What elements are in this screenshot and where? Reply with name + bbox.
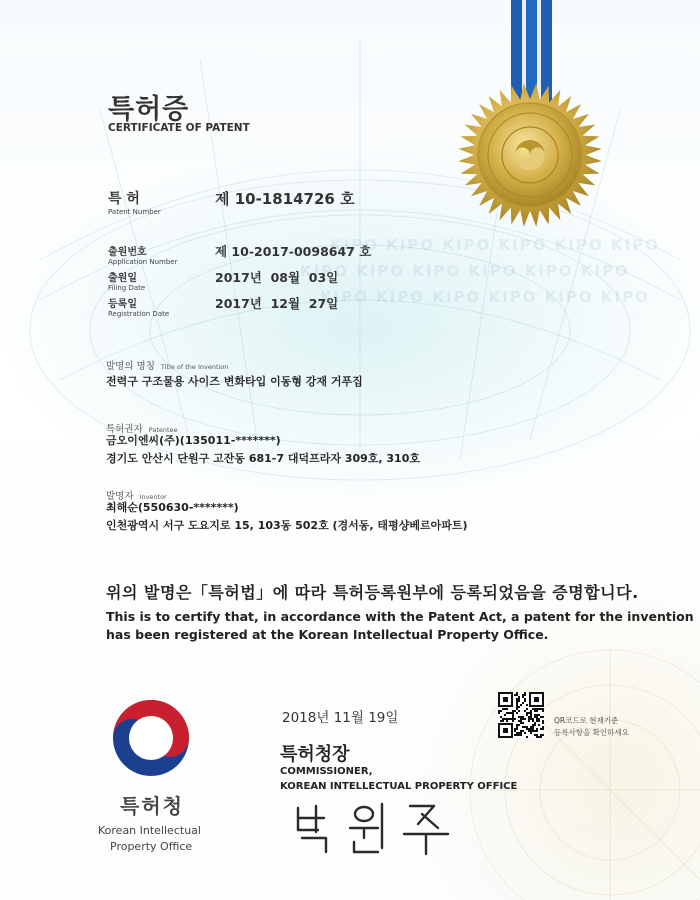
- application-number-label: [108, 243, 177, 266]
- filing-date-label-en: Filing Date: [108, 284, 146, 292]
- qr-note-line2: 등록사항을 확인하세요: [554, 728, 629, 737]
- certificate-title-ko: 특허증: [108, 94, 190, 125]
- registration-date-label: [108, 295, 169, 318]
- svg-text:KIPO KIPO KIPO KIPO KIPO KIPO: KIPO KIPO KIPO KIPO KIPO KIPO: [320, 288, 650, 306]
- patentee-address: 경기도 안산시 단원구 고잔동 681-7 대덕프라자 309호, 310호: [106, 452, 420, 465]
- inventor-label-en: Inventor: [139, 493, 167, 501]
- patent-number-label-ko: 특 허: [108, 191, 140, 207]
- qr-note-line1: QR코드로 현재기준: [554, 716, 619, 725]
- qr-code-icon: [498, 692, 544, 738]
- certification-text-en-line2: has been registered at the Korean Intellectual Property Office.: [106, 627, 549, 642]
- certification-text-ko: 위의 발명은「특허법」에 따라 특허등록원부에 등록되었음을 증명합니다.: [106, 583, 639, 602]
- certificate-title-en: CERTIFICATE OF PATENT: [108, 122, 250, 134]
- application-number-value: 제 10-2017-0098647 호: [215, 244, 372, 259]
- inventor-address: 인천광역시 서구 도요지로 15, 103동 502호 (경서동, 태평샹베르아파트): [106, 519, 468, 532]
- patent-number-value: 제 10-1814726 호: [215, 190, 355, 208]
- invention-label-en: Title of the Invention: [160, 363, 229, 371]
- commissioner-title-en-line2: KOREAN INTELLECTUAL PROPERTY OFFICE: [280, 781, 518, 792]
- office-name-en-line1: Korean Intellectual: [98, 824, 201, 837]
- patentee-name: 금오이엔씨(주)(135011-*******): [106, 434, 281, 447]
- invention-title-value: 전력구 구조물용 사이즈 변화타입 이동형 강재 거푸집: [106, 375, 363, 388]
- invention-label: [106, 354, 228, 373]
- office-name-en-line2: Property Office: [110, 840, 193, 853]
- commissioner-title-ko: 특허청장: [280, 744, 350, 765]
- svg-text:KIPO KIPO KIPO KIPO KIPO KIPO: KIPO KIPO KIPO KIPO KIPO KIPO: [330, 236, 660, 254]
- registration-date-label-ko: 등록일: [108, 299, 137, 310]
- gold-seal-icon: [455, 80, 605, 230]
- application-number-label-ko: 출원번호: [108, 247, 147, 258]
- registration-date-value: 2017년 12월 27일: [215, 296, 339, 311]
- patentee-label-ko: 특허권자: [106, 424, 143, 435]
- issue-date: 2018년 11월 19일: [282, 710, 399, 726]
- inventor-name: 최해순(550630-*******): [106, 501, 239, 514]
- svg-text:KIPO KIPO KIPO KIPO KIPO KIPO: KIPO KIPO KIPO KIPO KIPO KIPO: [300, 262, 630, 280]
- inventor-label-ko: 발명자: [106, 491, 134, 502]
- invention-label-ko: 발명의 명칭: [106, 361, 155, 372]
- filing-date-label-ko: 출원일: [108, 273, 137, 284]
- office-name-ko: 특허청: [120, 794, 184, 818]
- patent-number-label: [108, 188, 161, 216]
- filing-date-value: 2017년 08월 03일: [215, 270, 339, 285]
- certification-text-en-line1: This is to certify that, in accordance with the Patent Act, a patent for the invention: [106, 609, 694, 624]
- patent-number-label-en: Patent Number: [108, 208, 161, 216]
- commissioner-title-en-line1: COMMISSIONER,: [280, 766, 373, 777]
- application-number-label-en: Application Number: [108, 258, 178, 266]
- patentee-label-en: Patentee: [148, 426, 178, 434]
- commissioner-signature: [292, 798, 462, 856]
- kipo-taegeuk-logo-icon: [110, 697, 192, 779]
- registration-date-label-en: Registration Date: [108, 310, 170, 318]
- filing-date-label: [108, 269, 145, 292]
